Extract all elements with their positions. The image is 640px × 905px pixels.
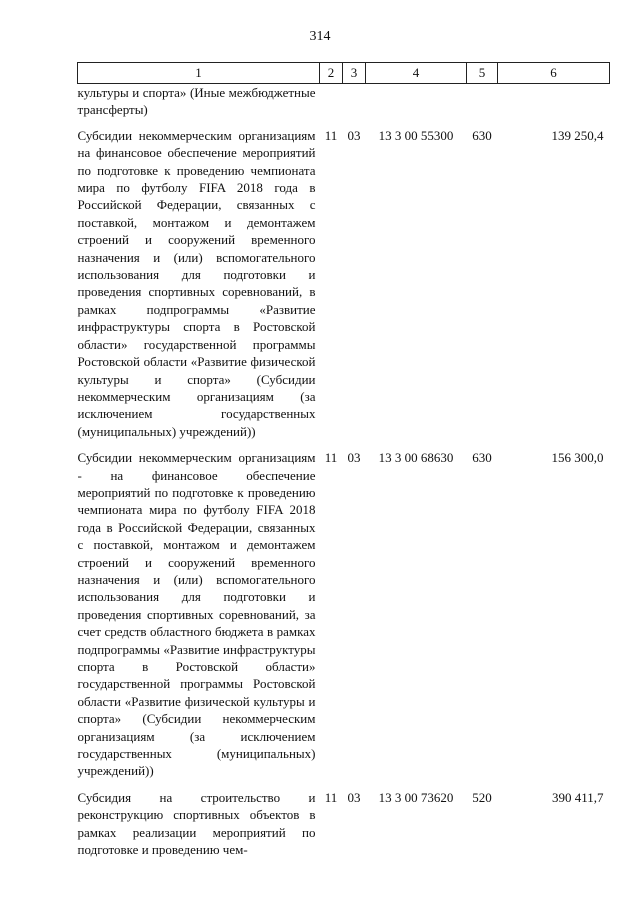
continuation-text: культуры и спорта» (Иные межбюджетные трансферты)	[77, 85, 316, 118]
column-header-3: 3	[343, 63, 366, 84]
row-section: 11	[324, 127, 338, 143]
row-description: Субсидии некоммерческим организациям - на финансовое обеспечение мероприятий по подготовке к проведению чемпионата мира по футболу FIFA 2018 года в Российской Федерации, связанных с поставкой, монтажом и демонтажем строений и сооружений временного назначения и (или) вспомогательного использования для подготовки и проведения спортивных соревнований, за счет средств областного бюджета в рамках подпрограммы «Развитие инфраструктуры спорта в Ростовской области» государственной программы Ростовской области «Развитие физической культуры и спорта» (Субсидии некоммерческим организациям (за исключением государственных (муниципальных) учреждений))	[77, 450, 316, 779]
column-header-6: 6	[498, 63, 610, 84]
table-row	[78, 449, 610, 789]
budget-table	[77, 62, 610, 867]
row-target-article: 13 3 00 68630	[378, 450, 454, 466]
row-target-article: 13 3 00 55300	[378, 127, 454, 143]
row-description: Субсидия на строительство и реконструкцию спортивных объектов в рамках реализации мероприятий по подготовке и проведению чем-	[77, 789, 316, 858]
table-row	[78, 789, 610, 868]
table-header	[78, 63, 610, 84]
column-header-5: 5	[467, 63, 498, 84]
row-target-article: 13 3 00 73620	[378, 789, 454, 805]
table-row	[78, 127, 610, 449]
row-expense-type: 630	[472, 450, 492, 466]
row-expense-type: 520	[472, 789, 492, 805]
page-number: 314	[309, 29, 331, 44]
row-amount: 390 411,7	[551, 789, 604, 805]
row-subsection: 03	[347, 450, 361, 466]
row-amount: 139 250,4	[551, 127, 604, 143]
row-subsection: 03	[347, 127, 361, 143]
row-section: 11	[324, 789, 338, 805]
row-expense-type: 630	[472, 127, 492, 143]
row-description: Субсидии некоммерческим организациям на финансовое обеспечение мероприятий по подготовке к проведению чемпионата мира по футболу FIFA 2018 года в Российской Федерации, связанных с поставкой, монтажом и демонтажем строений и сооружений временного назначения и (или) вспомогательного использования для подготовки и проведения спортивных соревнований, в рамках подпрограммы «Развитие инфраструктуры спорта в Ростовской области» государственной программы Ростовской области «Развитие физической культуры и спорта» (Субсидии некоммерческим организациям (за исключением государственных (муниципальных) учреждений))	[77, 127, 316, 439]
column-header-4: 4	[366, 63, 467, 84]
row-subsection: 03	[347, 789, 361, 805]
table-row-continuation	[78, 84, 610, 127]
row-section: 11	[324, 450, 338, 466]
column-header-2: 2	[320, 63, 343, 84]
row-amount: 156 300,0	[551, 450, 604, 466]
column-header-1: 1	[78, 63, 320, 84]
